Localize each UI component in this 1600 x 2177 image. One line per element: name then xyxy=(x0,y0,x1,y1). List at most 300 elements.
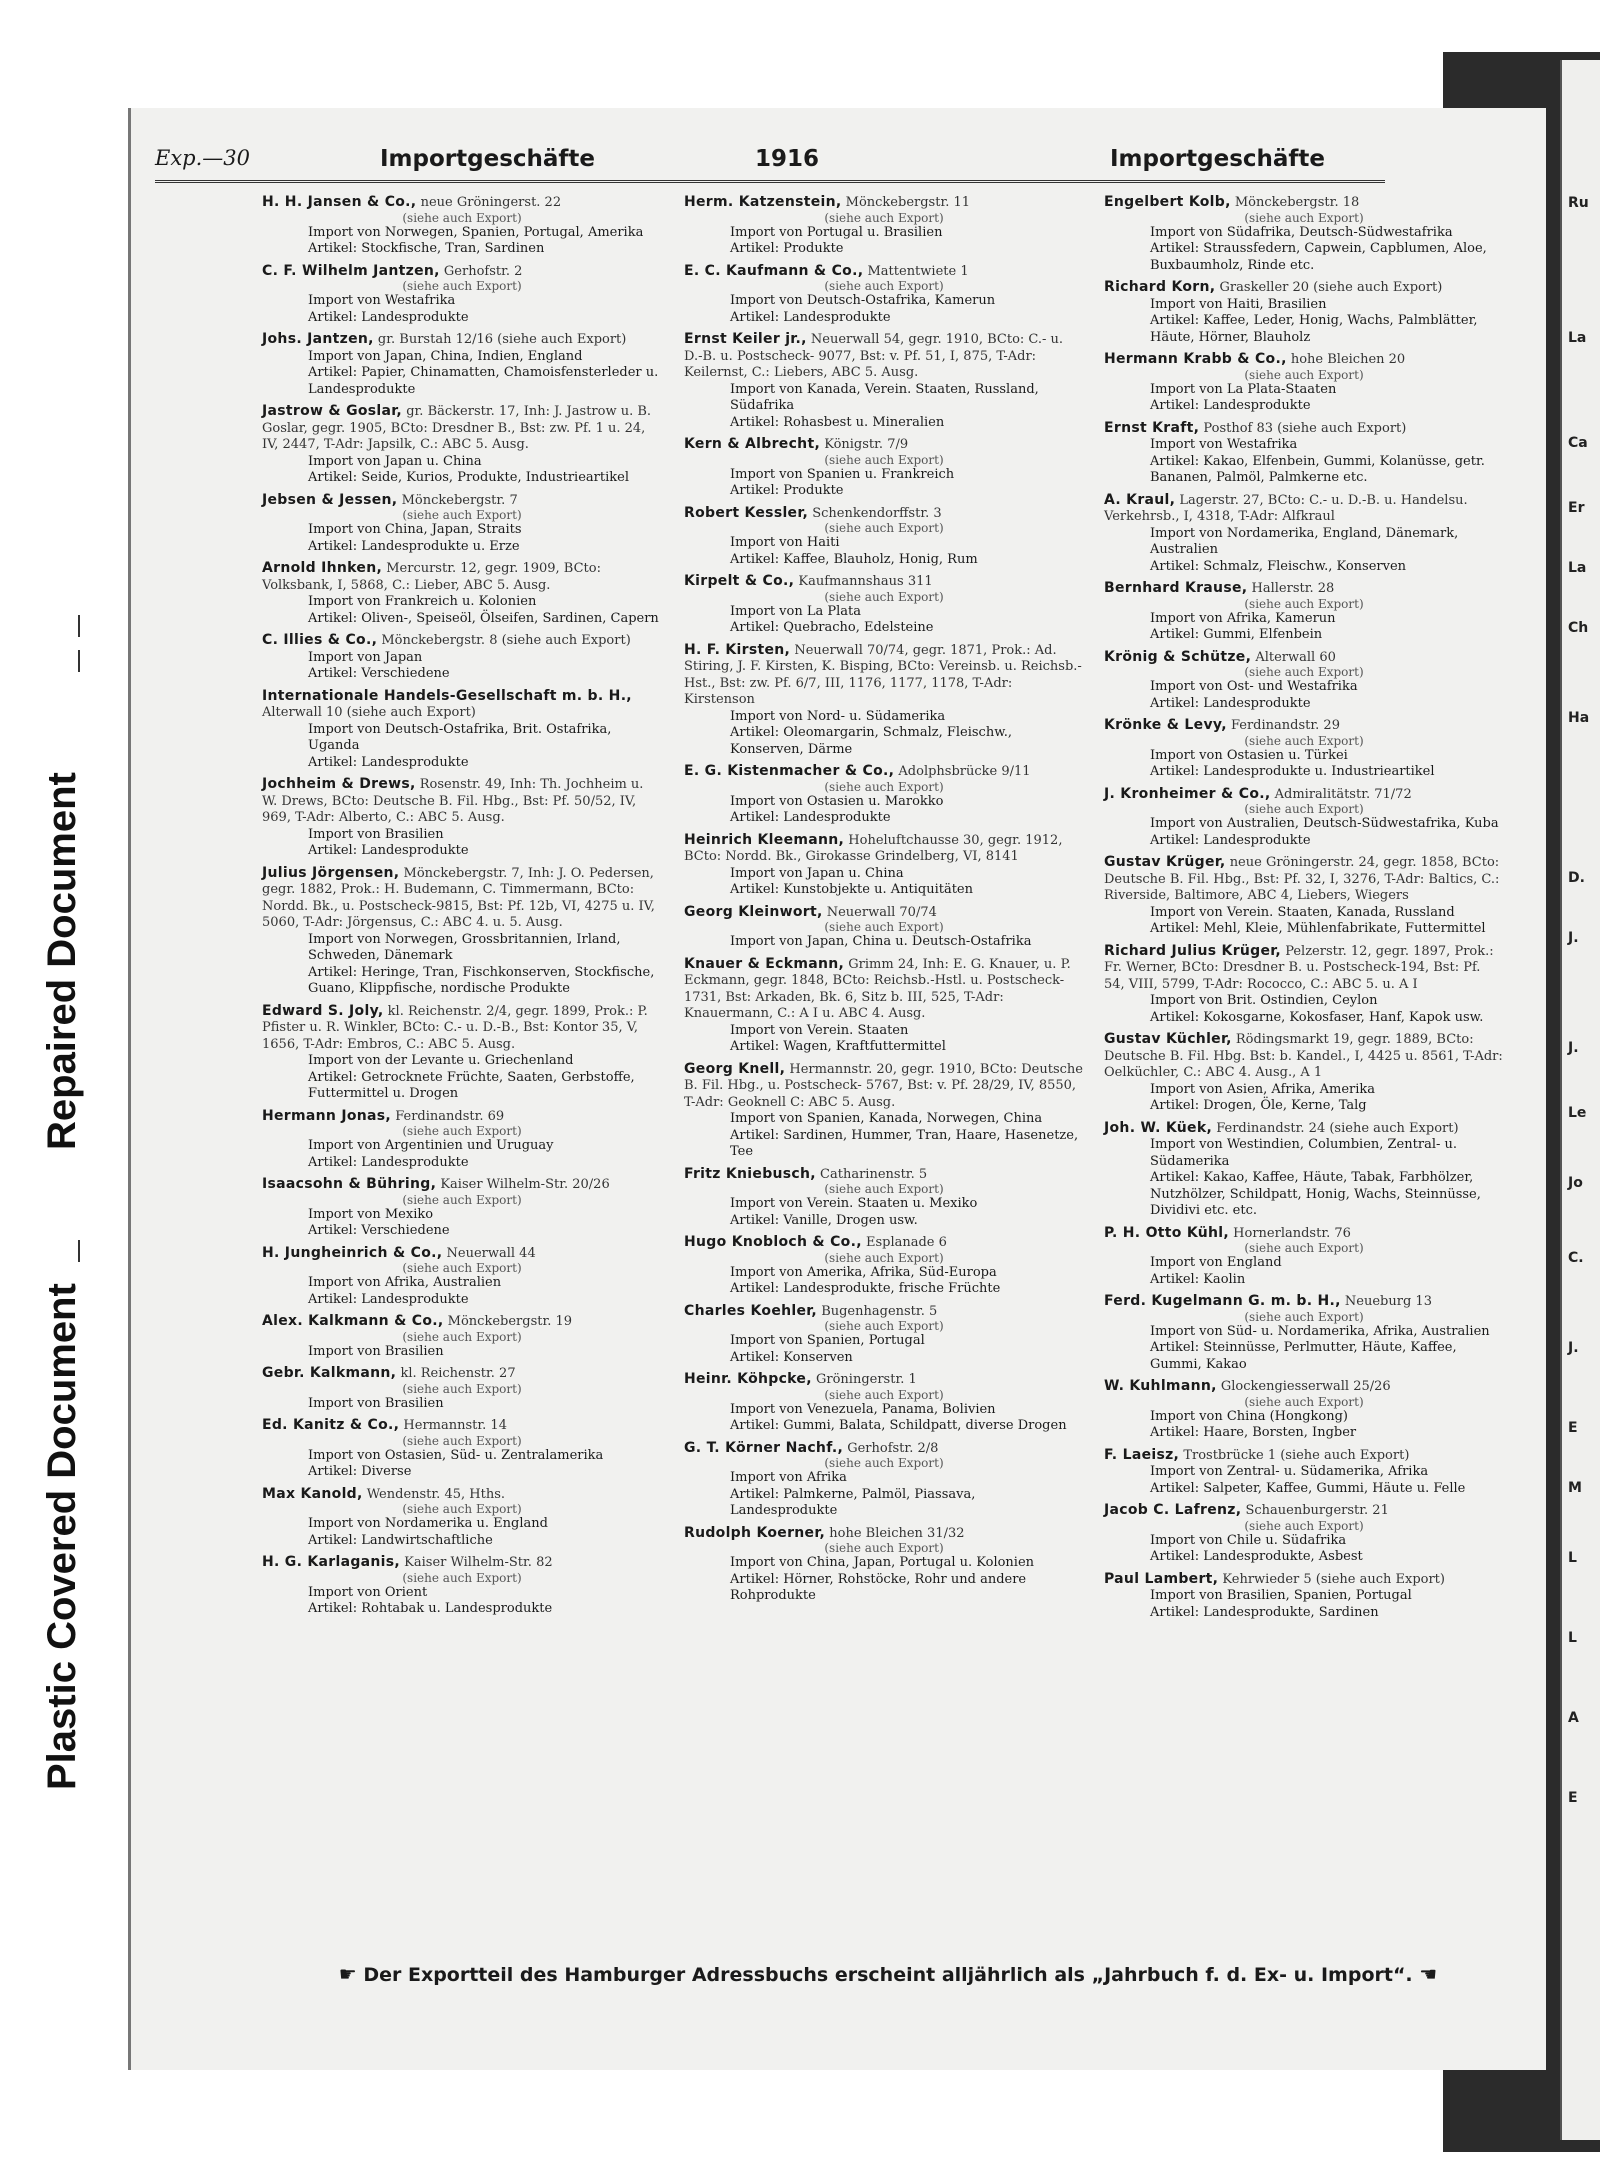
company-name: Jacob C. Lafrenz, xyxy=(1104,1502,1242,1518)
company-name: Ernst Kraft, xyxy=(1104,419,1200,436)
import-line: Import von Westafrika xyxy=(308,293,456,308)
directory-entry xyxy=(1104,943,1504,1027)
see-also-note: (siehe auch Export) xyxy=(824,1182,944,1196)
directory-entry xyxy=(262,1176,662,1240)
company-name: Kirpelt & Co., xyxy=(684,573,795,589)
company-address: Schenkendorffstr. 3 xyxy=(812,505,942,521)
company-name: Krönig & Schütze, xyxy=(1104,648,1252,665)
company-address: Bugenhagenstr. 5 xyxy=(821,1303,938,1319)
company-address: Hoheluftchausse 30, gegr. 1912, BCto: Nordd. Bk., Girokasse Grindelberg, VI, 8141 xyxy=(684,832,1063,864)
import-line: Import von Ostasien, Süd- u. Zentralamerika xyxy=(308,1447,604,1463)
company-address: Trostbrücke 1 (siehe auch Export) xyxy=(1183,1447,1410,1463)
adjacent-page-text: J. xyxy=(1568,930,1579,946)
column-2 xyxy=(684,194,1084,1610)
company-name: Johs. Jantzen, xyxy=(262,331,374,347)
artikel-line: Artikel: Kunstobjekte u. Antiquitäten xyxy=(730,882,973,897)
see-also-note: (siehe auch Export) xyxy=(824,210,944,225)
company-name: C. F. Wilhelm Jantzen, xyxy=(262,262,440,279)
company-name: Robert Kessler, xyxy=(684,504,809,521)
company-name: Georg Kleinwort, xyxy=(684,903,823,920)
company-address: Gerhofstr. 2 xyxy=(443,263,523,279)
artikel-line: Artikel: Verschiedene xyxy=(308,1223,450,1238)
import-line: Import von Argentinien und Uruguay xyxy=(308,1138,554,1153)
company-address: Ferdinandstr. 24 (siehe auch Export) xyxy=(1216,1120,1459,1136)
see-also-note: (siehe auch Export) xyxy=(402,1329,522,1344)
company-address: Mönckebergstr. 7 xyxy=(401,492,518,508)
import-line: Import von China, Japan, Straits xyxy=(308,522,522,537)
company-name: J. Kronheimer & Co., xyxy=(1104,785,1271,802)
see-also-note: (siehe auch Export) xyxy=(402,279,522,293)
import-line: Import von China, Japan, Portugal u. Kolonien xyxy=(730,1555,1035,1570)
margin-dash xyxy=(78,650,80,672)
company-address: Mönckebergstr. 19 xyxy=(447,1314,573,1329)
import-line: Import von Haiti, Brasilien xyxy=(1150,296,1327,312)
see-also-note: (siehe auch Export) xyxy=(1244,1518,1364,1533)
company-address: Mönckebergstr. 18 xyxy=(1234,195,1360,210)
company-name: C. Illies & Co., xyxy=(262,632,378,648)
company-address: Mönckebergstr. 7, Inh: J. O. Pedersen, gegr. 1882, Prok.: H. Budemann, C. Timmermann, BCto: Nordd. Bk., u. Postscheck-9815, Bst: Pf. 12b, VI, 4275 u. IV, 5060, T-Adr: Jörgensus, C.: ABC 4. u. 5. Ausg. xyxy=(262,865,655,930)
see-also-note: (siehe auch Export) xyxy=(1244,210,1364,225)
see-also-note: (siehe auch Export) xyxy=(402,1261,522,1275)
company-name: Jastrow & Goslar, xyxy=(262,403,403,419)
adjacent-page-text: L xyxy=(1568,1550,1577,1566)
directory-entry xyxy=(684,1525,1084,1605)
artikel-line: Artikel: Mehl, Kleie, Mühlenfabrikate, Futtermittel xyxy=(1150,921,1486,936)
company-name: Gustav Küchler, xyxy=(1104,1031,1232,1047)
import-line: Import von Frankreich u. Kolonien xyxy=(308,594,537,609)
import-line: Import von Westindien, Columbien, Zentral- u. Südamerika xyxy=(1150,1137,1458,1169)
artikel-line: Artikel: Landesprodukte xyxy=(308,843,469,858)
artikel-line: Artikel: Landesprodukte xyxy=(308,1154,469,1170)
artikel-line: Artikel: Landesprodukte xyxy=(1150,398,1311,413)
import-line: Import von Norwegen, Spanien, Portugal, Amerika xyxy=(308,224,644,240)
artikel-line: Artikel: Diverse xyxy=(308,1464,412,1479)
company-name: Edward S. Joly, xyxy=(262,1002,384,1019)
company-address: Lagerstr. 27, BCto: C.- u. D.-B. u. Handelsu. Verkehrsb., I, 4318, T-Adr: Alfkraul xyxy=(1104,492,1468,524)
company-address: Neueburg 13 xyxy=(1344,1294,1432,1309)
import-line: Import von Verein. Staaten, Kanada, Russland xyxy=(1150,904,1455,920)
import-line: Import von Südafrika, Deutsch-Südwestafrika xyxy=(1150,224,1453,240)
import-line: Import von Haiti xyxy=(730,535,840,550)
company-address: Neuerwall 54, gegr. 1910, BCto: C.- u. D.-B. u. Postscheck- 9077, Bst: v. Pf. 51, I, 875, T-Adr: Keilernst, C.: Liebers, ABC 5. Ausg. xyxy=(684,332,1064,380)
margin-dash xyxy=(78,615,80,637)
company-address: Kehrwieder 5 (siehe auch Export) xyxy=(1222,1571,1445,1587)
see-also-note: (siehe auch Export) xyxy=(1244,367,1364,382)
directory-entry xyxy=(262,263,662,327)
header-year: 1916 xyxy=(755,146,820,172)
directory-entry xyxy=(262,560,662,627)
company-name: A. Kraul, xyxy=(1104,491,1176,508)
directory-entry xyxy=(1104,279,1504,346)
company-address: Mercurstr. 12, gegr. 1909, BCto: Volksbank, I, 5868, C.: Lieber, ABC 5. Ausg. xyxy=(262,561,601,593)
company-address: Kaiser Wilhelm-Str. 82 xyxy=(404,1555,553,1570)
see-also-note: (siehe auch Export) xyxy=(1244,1241,1364,1255)
company-name: Ernst Keiler jr., xyxy=(684,331,807,347)
company-address: Mattentwiete 1 xyxy=(867,263,969,279)
company-name: Knauer & Eckmann, xyxy=(684,955,845,972)
import-line: Import von Afrika, Australien xyxy=(308,1275,502,1290)
company-address: Alterwall 10 (siehe auch Export) xyxy=(262,705,476,720)
import-line: Import von Ostasien u. Türkei xyxy=(1150,747,1348,763)
directory-entry xyxy=(684,263,1084,327)
company-name: Georg Knell, xyxy=(684,1060,786,1077)
import-line: Import von Spanien, Portugal xyxy=(730,1333,925,1348)
adjacent-page-text: La xyxy=(1568,560,1587,576)
directory-entry xyxy=(684,1061,1084,1161)
import-line: Import von Spanien, Kanada, Norwegen, China xyxy=(730,1111,1043,1126)
artikel-line: Artikel: Produkte xyxy=(730,483,844,498)
company-name: Joh. W. Küek, xyxy=(1104,1119,1213,1136)
see-also-note: (siehe auch Export) xyxy=(1244,596,1364,611)
pointing-hand-icon: ☚ xyxy=(1419,1962,1438,1986)
import-line: Import von Japan, China u. Deutsch-Ostafrika xyxy=(730,934,1032,949)
import-line: Import von Asien, Afrika, Amerika xyxy=(1150,1081,1376,1097)
margin-dash xyxy=(78,1240,80,1262)
see-also-note: (siehe auch Export) xyxy=(824,279,944,293)
import-line: Import von Westafrika xyxy=(1150,437,1298,452)
artikel-line: Artikel: Kaffee, Blauholz, Honig, Rum xyxy=(730,551,978,567)
company-address: Hermannstr. 20, gegr. 1910, BCto: Deutsche B. Fil. Hbg., u. Postscheck- 5767, Bst: v. Pf. 28/29, IV, 8550, T-Adr: Geoknell C: ABC 5. Ausg. xyxy=(684,1061,1083,1110)
company-name: Ferd. Kugelmann G. m. b. H., xyxy=(1104,1293,1341,1309)
see-also-note: (siehe auch Export) xyxy=(402,1570,522,1585)
directory-entry xyxy=(1104,1120,1504,1220)
artikel-line: Artikel: Hörner, Rohstöcke, Rohr und andere Rohprodukte xyxy=(730,1571,1027,1603)
directory-entry xyxy=(684,832,1084,899)
import-line: Import von Brasilien xyxy=(308,1343,444,1359)
directory-entry xyxy=(262,1417,662,1481)
directory-entry xyxy=(262,492,662,556)
artikel-line: Artikel: Palmkerne, Palmöl, Piassava, Landesprodukte xyxy=(730,1486,976,1518)
directory-entry xyxy=(262,403,662,487)
company-address: Esplanade 6 xyxy=(865,1235,947,1250)
artikel-line: Artikel: Landesprodukte u. Erze xyxy=(308,538,520,554)
adjacent-page-text: Jo xyxy=(1568,1175,1583,1191)
header-title-right: Importgeschäfte xyxy=(1110,146,1326,172)
import-line: Import von Portugal u. Brasilien xyxy=(730,224,943,240)
directory-entry xyxy=(262,1245,662,1309)
company-name: Heinrich Kleemann, xyxy=(684,831,845,848)
plastic-covered-document-label: Plastic Covered Document xyxy=(40,1283,84,1790)
directory-entry xyxy=(262,194,662,258)
company-address: Kaiser Wilhelm-Str. 20/26 xyxy=(440,1177,610,1192)
see-also-note: (siehe auch Export) xyxy=(1244,733,1364,748)
directory-entry xyxy=(684,194,1084,258)
directory-entry xyxy=(684,436,1084,500)
footer-text: Der Exportteil des Hamburger Adressbuchs erscheint alljährlich als „Jahrbuch f. d. Ex- u. Import“. xyxy=(363,1964,1413,1986)
adjacent-page-text: C. xyxy=(1568,1250,1584,1266)
import-line: Import von Brasilien, Spanien, Portugal xyxy=(1150,1588,1412,1603)
artikel-line: Artikel: Straussfedern, Capwein, Capblumen, Aloe, Buxbaumholz, Rinde etc. xyxy=(1150,241,1487,273)
directory-entry xyxy=(684,1166,1084,1230)
company-name: Alex. Kalkmann & Co., xyxy=(262,1313,444,1329)
directory-entry xyxy=(1104,717,1504,781)
see-also-note: (siehe auch Export) xyxy=(402,1502,522,1516)
directory-entry xyxy=(684,904,1084,951)
artikel-line: Artikel: Konserven xyxy=(730,1349,853,1365)
see-also-note: (siehe auch Export) xyxy=(824,1456,944,1470)
directory-entry xyxy=(1104,854,1504,938)
import-line: Import von Japan u. China xyxy=(308,453,482,469)
artikel-line: Artikel: Landesprodukte xyxy=(730,309,891,325)
header-title-left: Importgeschäfte xyxy=(380,146,596,172)
company-name: H. Jungheinrich & Co., xyxy=(262,1244,443,1261)
directory-entry xyxy=(684,1371,1084,1435)
directory-entry xyxy=(262,688,662,772)
adjacent-page-text: J. xyxy=(1568,1340,1579,1356)
import-line: Import von Afrika, Kamerun xyxy=(1150,610,1336,626)
page-header xyxy=(155,146,1385,180)
company-name: Rudolph Koerner, xyxy=(684,1524,826,1541)
company-address: Alterwall 60 xyxy=(1255,649,1336,665)
company-name: E. C. Kaufmann & Co., xyxy=(684,262,864,279)
company-name: Arnold Ihnken, xyxy=(262,560,383,576)
see-also-note: (siehe auch Export) xyxy=(824,1387,944,1402)
directory-entry xyxy=(262,1365,662,1412)
artikel-line: Artikel: Rohtabak u. Landesprodukte xyxy=(308,1601,553,1616)
import-line: Import von Verein. Staaten xyxy=(730,1022,909,1038)
artikel-line: Artikel: Landwirtschaftliche xyxy=(308,1532,493,1548)
directory-entry xyxy=(1104,420,1504,487)
directory-entry xyxy=(262,1313,662,1360)
import-line: Import von Japan, China, Indien, England xyxy=(308,348,583,364)
company-name: W. Kuhlmann, xyxy=(1104,1378,1217,1394)
company-address: kl. Reichenstr. 2/4, gegr. 1899, Prok.: P. Pfister u. R. Winkler, BCto: C.- u. D.-B., Bst: Kontor 35, V, 1656, T-Adr: Embros, C.: ABC 5. Ausg. xyxy=(262,1003,648,1052)
directory-entry xyxy=(1104,649,1504,713)
adjacent-page-text: Le xyxy=(1568,1105,1587,1121)
company-name: Gustav Krüger, xyxy=(1104,854,1226,870)
company-address: Admiralitätstr. 71/72 xyxy=(1274,786,1412,802)
import-line: Import von Nordamerika u. England xyxy=(308,1516,548,1531)
adjacent-page-text: E xyxy=(1568,1790,1578,1806)
artikel-line: Artikel: Landesprodukte, frische Früchte xyxy=(730,1281,1001,1296)
company-address: Mönckebergstr. 8 (siehe auch Export) xyxy=(381,633,631,648)
artikel-line: Artikel: Oleomargarin, Schmalz, Fleischw., Konserven, Därme xyxy=(730,725,1013,757)
directory-entry xyxy=(262,776,662,860)
company-name: Hugo Knobloch & Co., xyxy=(684,1234,862,1250)
artikel-line: Artikel: Landesprodukte, Asbest xyxy=(1150,1549,1363,1564)
see-also-note: (siehe auch Export) xyxy=(402,1433,522,1448)
company-address: Posthof 83 (siehe auch Export) xyxy=(1203,420,1407,436)
directory-entry xyxy=(1104,1378,1504,1442)
adjacent-page-fragment xyxy=(1560,60,1600,2140)
company-address: gr. Burstah 12/16 (siehe auch Export) xyxy=(377,332,627,347)
company-name: Richard Korn, xyxy=(1104,279,1216,295)
artikel-line: Artikel: Stockfische, Tran, Sardinen xyxy=(308,241,545,256)
company-name: Engelbert Kolb, xyxy=(1104,194,1231,210)
adjacent-page-text: J. xyxy=(1568,1040,1579,1056)
company-name: Jochheim & Drews, xyxy=(262,776,416,792)
artikel-line: Artikel: Getrocknete Früchte, Saaten, Gerbstoffe, Futtermittel u. Drogen xyxy=(308,1069,635,1101)
company-name: Richard Julius Krüger, xyxy=(1104,942,1282,959)
import-line: Import von Australien, Deutsch-Südwestafrika, Kuba xyxy=(1150,816,1499,831)
artikel-line: Artikel: Steinnüsse, Perlmutter, Häute, Kaffee, Gummi, Kakao xyxy=(1150,1340,1457,1372)
artikel-line: Artikel: Kakao, Elfenbein, Gummi, Kolanüsse, getr. Bananen, Palmöl, Palmkerne etc. xyxy=(1150,453,1485,485)
artikel-line: Artikel: Landesprodukte xyxy=(730,810,891,825)
page-number: Exp.—30 xyxy=(155,146,251,170)
directory-entry xyxy=(1104,580,1504,644)
see-also-note: (siehe auch Export) xyxy=(402,1124,522,1138)
company-address: neue Gröningerst. 22 xyxy=(420,195,562,210)
company-name: Hermann Krabb & Co., xyxy=(1104,351,1287,367)
company-name: Jebsen & Jessen, xyxy=(262,491,398,508)
import-line: Import von Nord- u. Südamerika xyxy=(730,708,946,724)
company-address: Pelzerstr. 12, gegr. 1897, Prok.: Fr. Werner, BCto: Dresdner B. u. Postscheck-194, Bst: Pf. 54, VIII, 5799, T-Adr: Rococco, C.: ABC 5. u. A I xyxy=(1104,943,1494,992)
company-address: Mönckebergstr. 11 xyxy=(845,195,971,210)
artikel-line: Artikel: Drogen, Öle, Kerne, Talg xyxy=(1150,1098,1367,1113)
company-name: Gebr. Kalkmann, xyxy=(262,1365,397,1381)
see-also-note: (siehe auch Export) xyxy=(402,1381,522,1396)
import-line: Import von China (Hongkong) xyxy=(1150,1408,1348,1424)
artikel-line: Artikel: Landesprodukte xyxy=(308,1291,469,1307)
import-line: Import von Mexiko xyxy=(308,1206,434,1222)
see-also-note: (siehe auch Export) xyxy=(824,920,944,934)
import-line: Import von La Plata-Staaten xyxy=(1150,381,1337,397)
artikel-line: Artikel: Papier, Chinamatten, Chamoisfensterleder u. Landesprodukte xyxy=(308,365,659,397)
see-also-note: (siehe auch Export) xyxy=(824,1319,944,1333)
import-line: Import von Amerika, Afrika, Süd-Europa xyxy=(730,1264,997,1280)
directory-entry xyxy=(684,642,1084,759)
artikel-line: Artikel: Rohasbest u. Mineralien xyxy=(730,414,945,430)
artikel-line: Artikel: Haare, Borsten, Ingber xyxy=(1150,1425,1357,1440)
see-also-note: (siehe auch Export) xyxy=(402,210,522,225)
artikel-line: Artikel: Salpeter, Kaffee, Gummi, Häute u. Felle xyxy=(1150,1480,1466,1496)
company-name: Krönke & Levy, xyxy=(1104,717,1227,733)
company-address: Rödingsmarkt 19, gegr. 1889, BCto: Deutsche B. Fil. Hbg. Bst: b. Kandel., I, 4425 u. 8561, T-Adr: Oelküchler, C.: ABC 4. Ausg., A 1 xyxy=(1104,1032,1503,1080)
company-name: Internationale Handels-Gesellschaft m. b. H., xyxy=(262,687,632,704)
repaired-document-label: Repaired Document xyxy=(40,772,84,1150)
company-name: H. F. Kirsten, xyxy=(684,641,791,658)
see-also-note: (siehe auch Export) xyxy=(824,521,944,535)
company-name: Heinr. Köhpcke, xyxy=(684,1371,812,1387)
see-also-note: (siehe auch Export) xyxy=(1244,665,1364,679)
import-line: Import von Spanien u. Frankreich xyxy=(730,466,955,482)
import-line: Import von Deutsch-Ostafrika, Brit. Ostafrika, Uganda xyxy=(308,721,612,753)
company-address: Adolphsbrücke 9/11 xyxy=(898,764,1031,779)
artikel-line: Artikel: Oliven-, Speiseöl, Ölseifen, Sardinen, Capern xyxy=(308,610,659,626)
directory-entry xyxy=(1104,1571,1504,1622)
company-name: H. G. Karlaganis, xyxy=(262,1554,401,1570)
artikel-line: Artikel: Landesprodukte xyxy=(1150,695,1311,711)
artikel-line: Artikel: Seide, Kurios, Produkte, Industrieartikel xyxy=(308,470,629,485)
company-name: Herm. Katzenstein, xyxy=(684,194,842,210)
adjacent-page-text: D. xyxy=(1568,870,1585,886)
artikel-line: Artikel: Kaffee, Leder, Honig, Wachs, Palmblätter, Häute, Hörner, Blauholz xyxy=(1150,313,1478,345)
see-also-note: (siehe auch Export) xyxy=(824,779,944,794)
artikel-line: Artikel: Landesprodukte xyxy=(308,309,469,325)
company-address: neue Gröningerstr. 24, gegr. 1858, BCto: Deutsche B. Fil. Hbg., Bst: Pf. 32, I, 3276, T-Adr: Baltics, C.: Riverside, Baltimore, ABC 4, Liebers, Wiegers xyxy=(1104,855,1500,903)
company-name: Fritz Kniebusch, xyxy=(684,1165,816,1182)
directory-entry xyxy=(262,331,662,398)
import-line: Import von Orient xyxy=(308,1584,428,1600)
import-line: Import von Verein. Staaten u. Mexiko xyxy=(730,1196,978,1211)
directory-entry xyxy=(1104,1293,1504,1373)
directory-entry xyxy=(1104,194,1504,274)
company-address: Hornerlandstr. 76 xyxy=(1233,1225,1351,1241)
pointing-hand-icon: ☛ xyxy=(338,1962,357,1986)
import-line: Import von Brit. Ostindien, Ceylon xyxy=(1150,993,1378,1008)
import-line: Import von Süd- u. Nordamerika, Afrika, Australien xyxy=(1150,1323,1490,1339)
artikel-line: Artikel: Schmalz, Fleischw., Konserven xyxy=(1150,558,1407,574)
import-line: Import von Chile u. Südafrika xyxy=(1150,1532,1347,1548)
company-address: hohe Bleichen 31/32 xyxy=(829,1525,965,1541)
directory-entry xyxy=(1104,1031,1504,1115)
company-address: Wendenstr. 45, Hths. xyxy=(366,1486,505,1502)
directory-entry xyxy=(1104,1502,1504,1566)
import-line: Import von Afrika xyxy=(730,1470,847,1485)
company-address: Glockengiesserwall 25/26 xyxy=(1220,1379,1391,1394)
import-line: Import von Kanada, Verein. Staaten, Russland, Südafrika xyxy=(730,381,1039,413)
directory-entry xyxy=(684,956,1084,1056)
company-name: Julius Jörgensen, xyxy=(262,864,400,881)
company-address: Neuerwall 70/74 xyxy=(826,904,937,920)
see-also-note: (siehe auch Export) xyxy=(824,452,944,467)
artikel-line: Artikel: Heringe, Tran, Fischkonserven, Stockfische, Guano, Klippfische, nordische Produkte xyxy=(308,964,655,996)
footer-notice xyxy=(278,1962,1498,1986)
directory-entry xyxy=(684,1303,1084,1367)
import-line: Import von Japan xyxy=(308,649,423,665)
artikel-line: Artikel: Produkte xyxy=(730,241,844,256)
company-address: Neuerwall 44 xyxy=(446,1245,536,1261)
adjacent-page-text: Er xyxy=(1568,500,1585,516)
artikel-line: Artikel: Kakao, Kaffee, Häute, Tabak, Farbhölzer, Nutzhölzer, Schildpatt, Honig, Wachs, Steinnüsse, Dividivi etc. etc. xyxy=(1150,1170,1481,1218)
company-address: kl. Reichenstr. 27 xyxy=(400,1366,516,1381)
adjacent-page-text: Ch xyxy=(1568,620,1589,636)
artikel-line: Artikel: Gummi, Elfenbein xyxy=(1150,627,1323,642)
artikel-line: Artikel: Landesprodukte xyxy=(308,754,469,770)
artikel-line: Artikel: Kaolin xyxy=(1150,1271,1246,1287)
directory-entry xyxy=(262,632,662,683)
see-also-note: (siehe auch Export) xyxy=(402,508,522,522)
directory-entry xyxy=(684,763,1084,827)
artikel-line: Artikel: Vanille, Drogen usw. xyxy=(730,1212,918,1228)
adjacent-page-text: E xyxy=(1568,1420,1578,1436)
company-address: Neuerwall 70/74, gegr. 1871, Prok.: Ad. Stiring, J. F. Kirsten, K. Bisping, BCto: Vereinsb. u. Reichsb.-Hst., Bst: zw. Pf. 6/7, III, 1176, 1177, 1178, T-Adr: Kirstenson xyxy=(684,642,1082,707)
company-address: Catharinenstr. 5 xyxy=(820,1166,928,1182)
company-name: H. H. Jansen & Co., xyxy=(262,194,417,210)
company-address: Hallerstr. 28 xyxy=(1251,581,1335,596)
company-address: gr. Bäckerstr. 17, Inh: J. Jastrow u. B. Goslar, gegr. 1905, BCto: Dresdner B., Bst: zw. Pf. 1 u. 24, IV, 2447, T-Adr: Japsilk, C.: ABC 5. Ausg. xyxy=(262,404,652,452)
import-line: Import von Ostasien u. Marokko xyxy=(730,793,944,809)
import-line: Import von Brasilien xyxy=(308,1395,444,1411)
artikel-line: Artikel: Wagen, Kraftfuttermittel xyxy=(730,1039,946,1054)
directory-entry xyxy=(262,1554,662,1618)
directory-entry xyxy=(684,331,1084,431)
company-address: hohe Bleichen 20 xyxy=(1290,352,1406,367)
import-line: Import von Venezuela, Panama, Bolivien xyxy=(730,1401,996,1417)
company-address: Rosenstr. 49, Inh: Th. Jochheim u. W. Drews, BCto: Deutsche B. Fil. Hbg., Bst: Pf. 50/52, IV, 969, T-Adr: Alberto, C.: ABC 5. Ausg. xyxy=(262,777,644,825)
directory-entry xyxy=(1104,786,1504,850)
see-also-note: (siehe auch Export) xyxy=(402,1192,522,1207)
directory-entry xyxy=(1104,1447,1504,1498)
adjacent-page-text: A xyxy=(1568,1710,1579,1726)
column-3 xyxy=(1104,194,1504,1626)
company-address: Königstr. 7/9 xyxy=(824,437,909,452)
adjacent-page-text: La xyxy=(1568,330,1587,346)
import-line: Import von Deutsch-Ostafrika, Kamerun xyxy=(730,293,996,308)
directory-entry xyxy=(684,1234,1084,1298)
company-address: Schauenburgerstr. 21 xyxy=(1245,1503,1389,1518)
company-address: Graskeller 20 (siehe auch Export) xyxy=(1219,280,1443,295)
directory-entry xyxy=(262,1486,662,1550)
directory-entry xyxy=(684,573,1084,637)
adjacent-page-text: Ha xyxy=(1568,710,1590,726)
directory-entry xyxy=(684,505,1084,569)
company-name: Charles Koehler, xyxy=(684,1302,818,1319)
company-name: Bernhard Krause, xyxy=(1104,580,1248,596)
company-name: Hermann Jonas, xyxy=(262,1107,392,1124)
adjacent-page-text: M xyxy=(1568,1480,1582,1496)
see-also-note: (siehe auch Export) xyxy=(824,1541,944,1555)
